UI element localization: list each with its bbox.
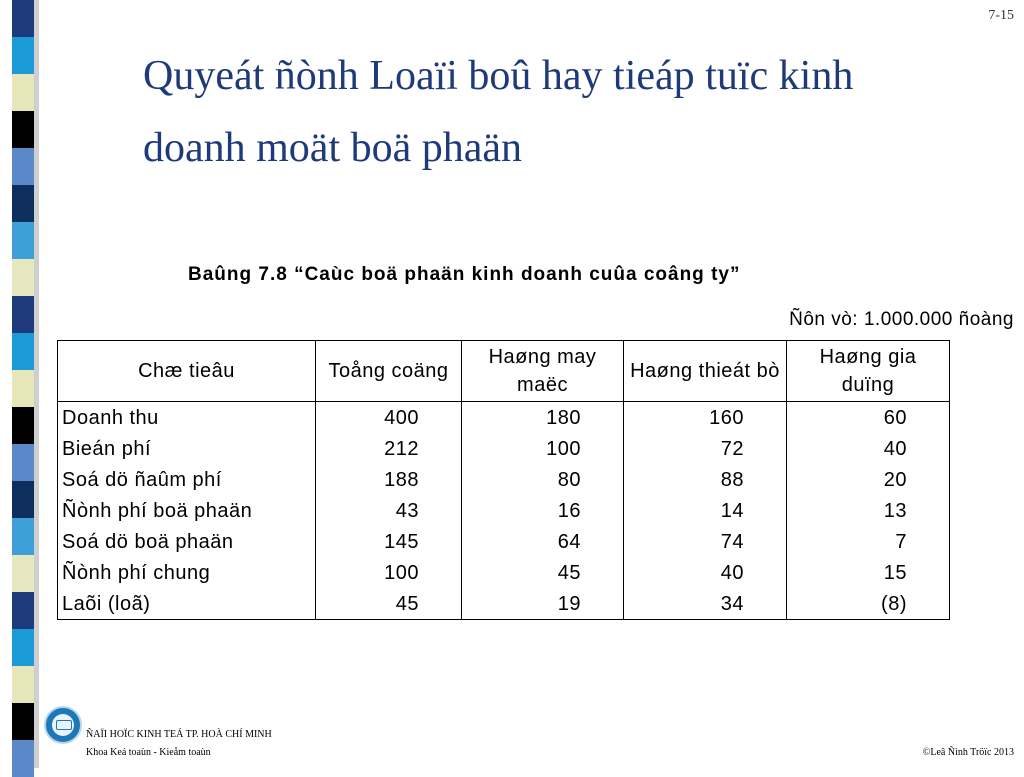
table-row: [58, 557, 950, 588]
table-row: [58, 402, 950, 434]
row-value: 60: [787, 402, 950, 434]
strip-segment: [12, 111, 34, 148]
footer-copyright: ©Leâ Ñình Tröïc 2013: [922, 747, 1014, 758]
segment-table: [57, 340, 950, 620]
strip-segment: [12, 370, 34, 407]
row-label: Soá dö ñaûm phí: [58, 464, 316, 495]
row-label: Ñònh phí boä phaän: [58, 495, 316, 526]
row-value: 160: [624, 402, 787, 434]
strip-segment: [12, 185, 34, 222]
unit-label: Ñôn vò: 1.000.000 ñoàng: [789, 309, 1014, 330]
row-label: Laõi (loã): [58, 588, 316, 620]
strip-segment: [12, 0, 34, 37]
row-label: Ñònh phí chung: [58, 557, 316, 588]
header-equipment: Haøng thieát bò: [624, 341, 787, 402]
row-value: 20: [787, 464, 950, 495]
university-logo: [44, 706, 82, 744]
title-line-1: Quyeát ñònh Loaïi boû hay tieáp tuïc kinh: [143, 53, 854, 99]
row-value: 88: [624, 464, 787, 495]
row-value: 34: [624, 588, 787, 620]
row-value: 40: [787, 433, 950, 464]
footer-department: Khoa Keá toaùn - Kieåm toaùn: [86, 747, 211, 758]
footer-university: ÑAÏI HOÏC KINH TEÁ TP. HOÀ CHÍ MINH: [86, 729, 272, 740]
row-value: 40: [624, 557, 787, 588]
header-total: Toång coäng: [316, 341, 462, 402]
strip-segment: [12, 259, 34, 296]
strip-segment: [12, 481, 34, 518]
header-indicator: Chæ tieâu: [58, 341, 316, 402]
row-value: 80: [462, 464, 624, 495]
row-value: 15: [787, 557, 950, 588]
strip-segment: [12, 296, 34, 333]
row-value: 14: [624, 495, 787, 526]
table-row: [58, 588, 950, 620]
row-label: Doanh thu: [58, 402, 316, 434]
table-row: [58, 433, 950, 464]
strip-segment: [12, 666, 34, 703]
strip-segment: [12, 444, 34, 481]
strip-segment: [12, 222, 34, 259]
table-row: [58, 495, 950, 526]
row-value: 45: [316, 588, 462, 620]
table-row: [58, 464, 950, 495]
row-value: 45: [462, 557, 624, 588]
book-icon: [56, 720, 72, 730]
strip-segment: [12, 74, 34, 111]
row-value: (8): [787, 588, 950, 620]
title-line-2: doanh moät boä phaän: [143, 125, 523, 171]
row-value: 16: [462, 495, 624, 526]
header-apparel: Haøng may maëc: [462, 341, 624, 402]
row-value: 100: [462, 433, 624, 464]
row-value: 180: [462, 402, 624, 434]
row-value: 7: [787, 526, 950, 557]
table-caption: Baûng 7.8 “Caùc boä phaän kinh doanh cuûa coâng ty”: [188, 264, 741, 285]
strip-segment: [12, 555, 34, 592]
row-value: 100: [316, 557, 462, 588]
strip-segment: [12, 629, 34, 666]
row-value: 188: [316, 464, 462, 495]
strip-segment: [12, 148, 34, 185]
row-value: 13: [787, 495, 950, 526]
strip-segment: [12, 37, 34, 74]
row-value: 400: [316, 402, 462, 434]
strip-shadow: [34, 0, 39, 768]
strip-segment: [12, 592, 34, 629]
strip-segment: [12, 740, 34, 777]
strip-segment: [12, 407, 34, 444]
row-value: 74: [624, 526, 787, 557]
strip-segment: [12, 518, 34, 555]
table-header-row: [58, 341, 950, 402]
row-value: 19: [462, 588, 624, 620]
strip-edge: [0, 0, 12, 768]
table-row: [58, 526, 950, 557]
strip-segment: [12, 703, 34, 740]
header-household: Haøng gia duïng: [787, 341, 950, 402]
row-label: Bieán phí: [58, 433, 316, 464]
row-label: Soá dö boä phaän: [58, 526, 316, 557]
row-value: 212: [316, 433, 462, 464]
row-value: 72: [624, 433, 787, 464]
decorative-side-strip: [0, 0, 40, 768]
row-value: 43: [316, 495, 462, 526]
slide-number: 7-15: [988, 8, 1014, 23]
row-value: 145: [316, 526, 462, 557]
slide-title: [143, 40, 1003, 184]
strip-segment: [12, 333, 34, 370]
row-value: 64: [462, 526, 624, 557]
